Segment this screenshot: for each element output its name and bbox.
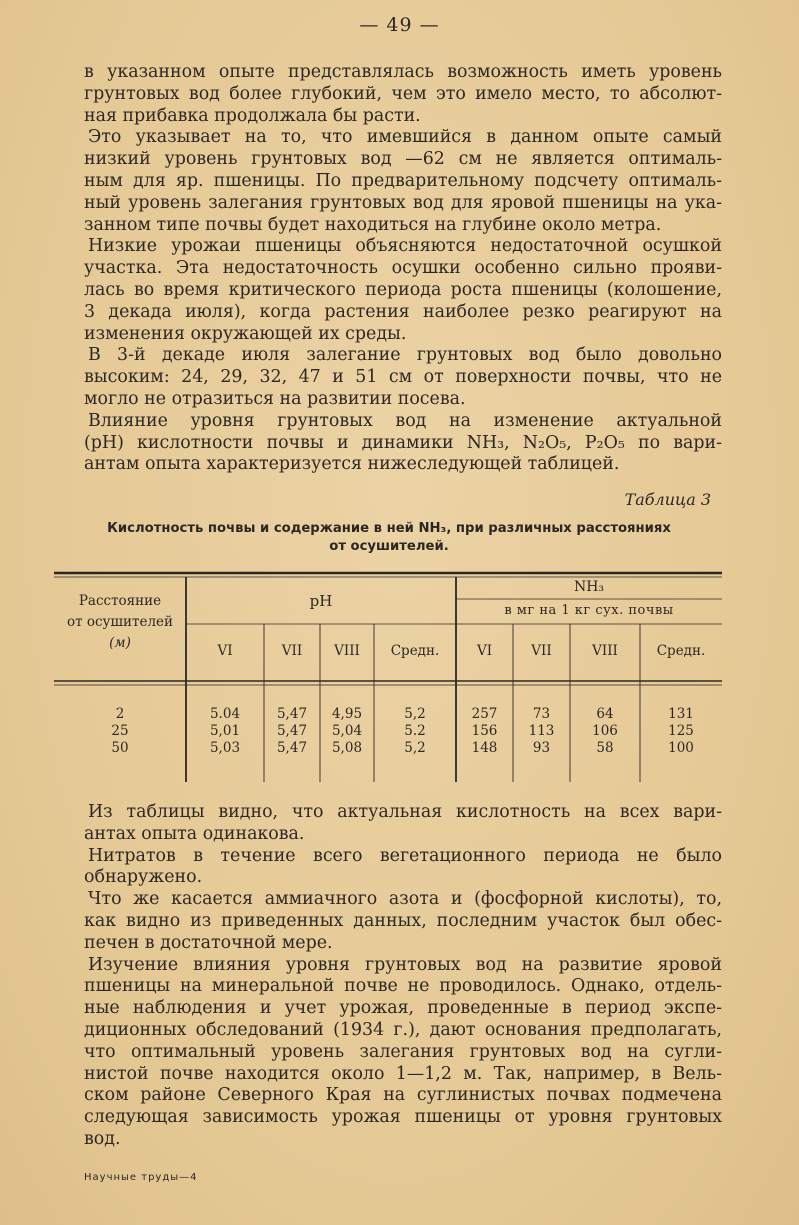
top-paragraph-5-line-1: Влияние уровня грунтовых вод на изменение актуальной	[88, 410, 722, 431]
sub-header-nh3-vii: VII	[531, 643, 552, 659]
top-paragraph-3-line-5: изменения окружающей их среды.	[84, 323, 407, 344]
cell-nh3-row-2-col-3: 106	[592, 723, 618, 739]
top-paragraph-2-line-4: ный уровень залегания грунтовых вод для яровой пшеницы на ука-	[84, 192, 722, 213]
cell-ph-row-2-col-4: 5.2	[404, 723, 426, 739]
sub-header-ph-mean: Средн.	[390, 643, 440, 659]
bottom-paragraph-4-line-4: диционных обследований (1934 г.), дают основания предполагать,	[84, 1019, 722, 1040]
top-paragraph-2-line-2: низкий уровень грунтовых вод —62 см не является оптималь-	[84, 149, 722, 170]
bottom-paragraph-4-line-2: пшеницы на минеральной почве не проводилось. Однако, отдель-	[84, 976, 722, 997]
cell-ph-row-2-col-3: 5,04	[331, 723, 363, 739]
cell-nh3-row-3-col-2: 93	[532, 740, 551, 756]
cell-nh3-row-2-col-4: 125	[668, 723, 694, 739]
cell-ph-row-1-col-1: 5.04	[209, 706, 241, 722]
cell-ph-row-3-col-4: 5,2	[404, 740, 426, 756]
cell-nh3-row-1-col-4: 131	[668, 706, 694, 722]
top-paragraph-3-line-4: 3 декада июля), когда растения наиболее резко реагируют на	[84, 301, 722, 322]
bottom-paragraph-4-line-7: ском районе Северного Края на суглинистых почвах подмечена	[84, 1085, 722, 1106]
cell-nh3-row-2-col-2: 113	[528, 723, 555, 739]
sub-header-ph-viii: VIII	[334, 643, 360, 659]
cell-nh3-row-3-col-4: 100	[668, 740, 694, 756]
sub-header-ph-vi: VI	[217, 643, 233, 659]
cell-nh3-row-1-col-2: 73	[532, 706, 551, 722]
bottom-paragraph-4-line-9: вод.	[84, 1128, 121, 1149]
top-paragraph-4-line-2: высоким: 24, 29, 32, 47 и 51 см от поверхности почвы, что не	[84, 367, 722, 388]
top-paragraph-3-line-3: лась во время критического периода роста пшеницы (колошение,	[84, 279, 722, 300]
top-paragraph-3-line-1: Низкие урожаи пшеницы объясняются недостаточной осушкой	[88, 236, 722, 257]
sub-header-nh3-viii: VIII	[592, 643, 618, 659]
cell-ph-row-3-col-3: 5,08	[331, 740, 363, 756]
top-paragraph-2-line-3: ным для яр. пшеницы. По предварительному подсчету оптималь-	[84, 170, 722, 191]
cell-nh3-row-1-col-3: 64	[596, 706, 614, 722]
cell-ph-row-1-col-4: 5,2	[404, 706, 426, 722]
cell-distance-row-2: 25	[111, 723, 129, 739]
table-title-line-2: от осушителей.	[329, 539, 449, 554]
bottom-paragraph-1-line-1: Из таблицы видно, что актуальная кислотность на всех вари-	[88, 802, 722, 822]
top-paragraph-5-line-2: (pH) кислотности почвы и динамики NH₃, N₂O₅, P₂O₅ по вари-	[84, 432, 722, 453]
top-paragraph-5-line-3: антам опыта характеризуется нижеследующей таблицей.	[84, 454, 620, 475]
header-nh3: NH₃	[573, 579, 605, 595]
page-number: — 49 —	[359, 14, 440, 36]
table-title-line-1: Кислотность почвы и содержание в ней NH₃, при различных расстояниях	[107, 521, 671, 536]
bottom-paragraph-4-line-5: что оптимальный уровень залегания грунтовых вод на сугли-	[84, 1041, 722, 1062]
cell-nh3-row-1-col-1: 257	[471, 706, 498, 722]
table-caption: Таблица 3	[624, 490, 711, 509]
top-paragraph-3-line-2: участка. Эта недостаточность осушки особенно сильно прояви-	[84, 258, 722, 279]
cell-ph-row-3-col-1: 5,03	[209, 740, 241, 756]
header-nh3-units: в мг на 1 кг сух. почвы	[504, 603, 674, 618]
bottom-paragraph-3-line-1: Что же касается аммиачного азота и (фосфорной кислоты), то,	[88, 889, 722, 910]
cell-ph-row-2-col-1: 5,01	[209, 723, 241, 739]
bottom-paragraph-4-line-3: ные наблюдения и учет урожая, проведенные в период экспе-	[84, 998, 722, 1019]
top-paragraph-1-line-1: в указанном опыте представлялась возможность иметь уровень	[84, 62, 722, 82]
sub-header-nh3-mean: Средн.	[656, 643, 706, 659]
bottom-paragraph-1-line-2: антах опыта одинакова.	[84, 823, 305, 844]
bottom-paragraph-4-line-1: Изучение влияния уровня грунтовых вод на развитие яровой	[88, 954, 722, 975]
cell-ph-row-3-col-2: 5,47	[276, 740, 308, 756]
bottom-paragraph-2-line-2: обнаружено.	[84, 867, 203, 888]
bottom-paragraph-4-line-6: нистой почве находится около 1—1,2 м. Так, например, в Вель-	[84, 1063, 722, 1084]
sub-header-nh3-vi: VI	[476, 643, 493, 659]
cell-distance-row-3: 50	[111, 740, 129, 756]
header-ph: pH	[309, 592, 333, 610]
cell-nh3-row-2-col-1: 156	[471, 723, 498, 739]
header-distance: Расстояние от осушителей (м)	[66, 593, 174, 651]
body-text-bottom	[84, 802, 722, 1151]
bottom-paragraph-2-line-1: Нитратов в течение всего вегетационного периода не было	[88, 845, 722, 866]
cell-nh3-row-3-col-3: 58	[596, 740, 614, 756]
top-paragraph-2-line-5: занном типе почвы будет находиться на глубине около метра.	[84, 214, 662, 235]
cell-ph-row-1-col-2: 5,47	[276, 706, 308, 722]
top-paragraph-2-line-1: Это указывает на то, что имевшийся в данном опыте самый	[88, 127, 722, 148]
cell-distance-row-1: 2	[115, 706, 125, 722]
bottom-paragraph-4-line-8: следующая зависимость урожая пшеницы от уровня грунтовых	[84, 1107, 722, 1128]
top-paragraph-4-line-1: В 3-й декаде июля залегание грунтовых вод было довольно	[88, 345, 722, 366]
bottom-paragraph-3-line-3: печен в достаточной мере.	[84, 932, 333, 953]
top-paragraph-4-line-3: могло не отразиться на развитии посева.	[84, 388, 466, 409]
top-paragraph-1-line-3: ная прибавка продолжала бы расти.	[84, 105, 421, 126]
cell-nh3-row-3-col-1: 148	[471, 740, 498, 756]
bottom-paragraph-3-line-2: как видно из приведенных данных, последним участок был обес-	[84, 910, 722, 931]
footer: Научные труды—4	[84, 1172, 198, 1183]
top-paragraph-1-line-2: грунтовых вод более глубокий, чем это имело место, то абсолют-	[84, 83, 722, 104]
sub-header-ph-vii: VII	[281, 643, 303, 659]
cell-ph-row-1-col-3: 4,95	[331, 706, 363, 722]
cell-ph-row-2-col-2: 5,47	[276, 723, 308, 739]
